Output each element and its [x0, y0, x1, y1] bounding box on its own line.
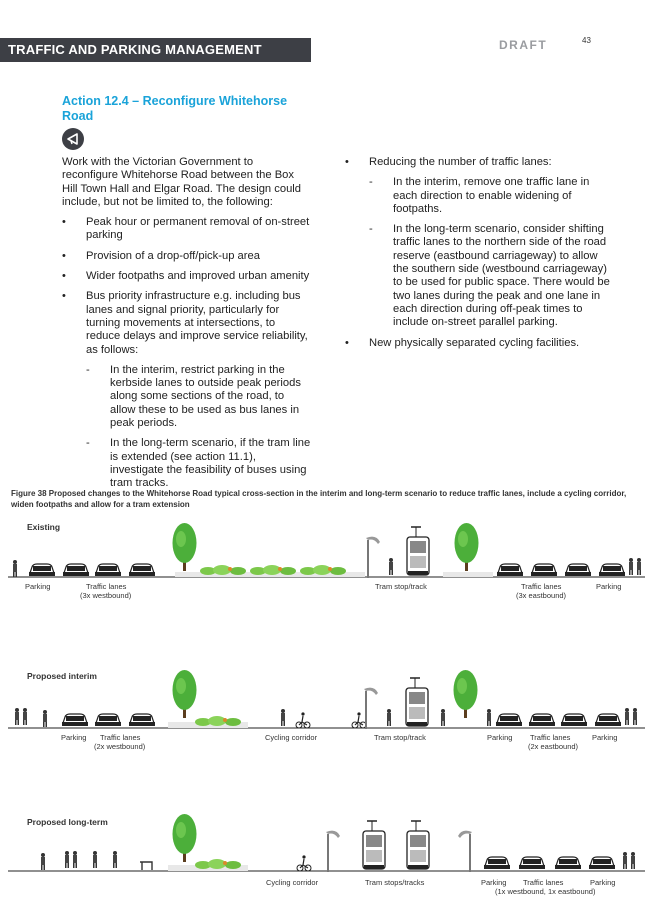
label-traffic-lanes: Traffic lanes [523, 878, 564, 887]
sub-bullet-item: - In the interim, restrict parking in the kerbside lanes to outside peak periods along some sections of the road, to allow these to be used as bus lanes in peak periods. [86, 364, 312, 430]
car-icon [595, 714, 621, 726]
bullet-item: • New physically separated cycling facilities. [345, 337, 610, 350]
label-parking: Parking [596, 582, 622, 591]
label-traffic-lanes: Traffic lanes [100, 733, 141, 742]
pedestrian-icon [633, 708, 637, 725]
tram-icon [407, 527, 429, 575]
pedestrian-icon [441, 709, 445, 726]
bullet-item: • Peak hour or permanent removal of on-street parking [62, 216, 312, 243]
label-traffic-direction: (1x westbound, 1x eastbound) [495, 887, 596, 896]
tree-icon [173, 814, 197, 862]
tram-shelter-icon [326, 831, 340, 872]
bicycle-icon [352, 712, 366, 728]
pedestrian-icon [389, 558, 393, 575]
pedestrian-icon [73, 851, 77, 868]
car-icon [484, 857, 510, 869]
label-cycling: Cycling corridor [266, 878, 319, 887]
label-cycling: Cycling corridor [265, 733, 318, 742]
car-icon [589, 857, 615, 869]
label-parking: Parking [592, 733, 618, 742]
label-traffic-lanes: Traffic lanes [521, 582, 562, 591]
car-icon [561, 714, 587, 726]
car-icon [62, 714, 88, 726]
car-icon [29, 564, 55, 576]
tree-icon [173, 523, 197, 571]
car-icon [565, 564, 591, 576]
tram-shelter-icon [458, 831, 472, 872]
tree-icon [173, 670, 197, 718]
planting-icon [250, 565, 296, 575]
label-parking: Parking [61, 733, 87, 742]
label-traffic-lanes: Traffic lanes [86, 582, 127, 591]
car-icon [519, 857, 545, 869]
label-tram: Tram stop/track [375, 582, 427, 591]
section-existing-title: Existing [27, 522, 61, 532]
bicycle-icon [297, 855, 311, 871]
pedestrian-icon [65, 851, 69, 868]
label-parking: Parking [487, 733, 513, 742]
planting-icon [195, 716, 241, 726]
pedestrian-icon [629, 558, 633, 575]
label-traffic-direction: (2x eastbound) [528, 742, 579, 751]
label-tram: Tram stops/tracks [365, 878, 425, 887]
planting-icon [200, 565, 246, 575]
car-icon [63, 564, 89, 576]
label-parking: Parking [25, 582, 51, 591]
planting-icon [195, 859, 241, 869]
tram-shelter-icon [364, 688, 378, 729]
tram-shelter-icon [366, 537, 380, 578]
car-icon [531, 564, 557, 576]
car-icon [555, 857, 581, 869]
section-longterm-title: Proposed long-term [27, 817, 108, 827]
bench-icon [140, 862, 152, 870]
label-parking: Parking [481, 878, 507, 887]
car-icon [496, 714, 522, 726]
section-interim-title: Proposed interim [27, 671, 97, 681]
label-traffic-direction: (2x westbound) [94, 742, 146, 751]
intro-text: Work with the Victorian Government to reconfigure Whitehorse Road between the Box Hill Town Hall and Elgar Road. The design could include, but not be limited to, the following: [62, 156, 302, 208]
car-icon [129, 714, 155, 726]
pedestrian-icon [13, 560, 17, 577]
pedestrian-icon [41, 853, 45, 870]
label-parking: Parking [590, 878, 616, 887]
car-icon [95, 564, 121, 576]
pedestrian-icon [93, 851, 97, 868]
sub-bullet-item: - In the interim, remove one traffic lane in each direction to enable widening of footpaths. [369, 176, 610, 216]
pedestrian-icon [113, 851, 117, 868]
draft-watermark: DRAFT [499, 38, 548, 52]
figure-caption: Figure 38 Proposed changes to the Whitehorse Road typical cross-section in the interim and long-term scenario to reduce traffic lanes, include a cycling corridor, widen footpaths and allow for a tram extension [11, 489, 627, 509]
pedestrian-icon [15, 708, 19, 725]
car-icon [129, 564, 155, 576]
bicycle-icon [296, 712, 310, 728]
tram-icon [407, 821, 429, 869]
pedestrian-icon [625, 708, 629, 725]
tree-icon [454, 670, 478, 718]
pedestrian-icon [23, 708, 27, 725]
label-traffic-direction: (3x eastbound) [516, 591, 567, 600]
label-tram: Tram stop/track [374, 733, 426, 742]
sub-bullet-item: - In the long-term scenario, consider shifting traffic lanes to the northern side of the road reserve (eastbound carriageway) to allow the southern side (westbound carriageway) to be used for public space. There would be two lanes during the peak and one lane in each direction during off-peak times to include on-street parallel parking. [369, 223, 610, 329]
bullet-item: • Provision of a drop-off/pick-up area [62, 250, 312, 263]
pedestrian-icon [487, 709, 491, 726]
tree-icon [455, 523, 479, 571]
bullet-item: • Wider footpaths and improved urban amenity [62, 270, 312, 283]
pedestrian-icon [631, 852, 635, 869]
action-title: Action 12.4 – Reconfigure Whitehorse Road [62, 94, 288, 123]
car-icon [599, 564, 625, 576]
car-icon [95, 714, 121, 726]
section-title: TRAFFIC AND PARKING MANAGEMENT [8, 42, 262, 57]
planting-icon [300, 565, 346, 575]
pedestrian-icon [623, 852, 627, 869]
label-traffic-direction: (3x westbound) [80, 591, 132, 600]
pedestrian-icon [43, 710, 47, 727]
tram-icon [406, 678, 428, 726]
sub-bullet-item: - In the long-term scenario, if the tram line is extended (see action 11.1), investigate the feasibility of buses using tram tracks. [86, 437, 312, 490]
bullet-item: • Bus priority infrastructure e.g. including bus lanes and signal priority, particularly for turning movements at intersections, to reduce delays and improve service reliability, as follows: [62, 290, 312, 356]
pedestrian-icon [637, 558, 641, 575]
page-number: 43 [582, 36, 591, 45]
tram-icon [363, 821, 385, 869]
car-icon [529, 714, 555, 726]
pedestrian-icon [387, 709, 391, 726]
car-icon [497, 564, 523, 576]
bullet-item: • Reducing the number of traffic lanes: [345, 156, 610, 169]
pedestrian-icon [281, 709, 285, 726]
label-traffic-lanes: Traffic lanes [530, 733, 571, 742]
